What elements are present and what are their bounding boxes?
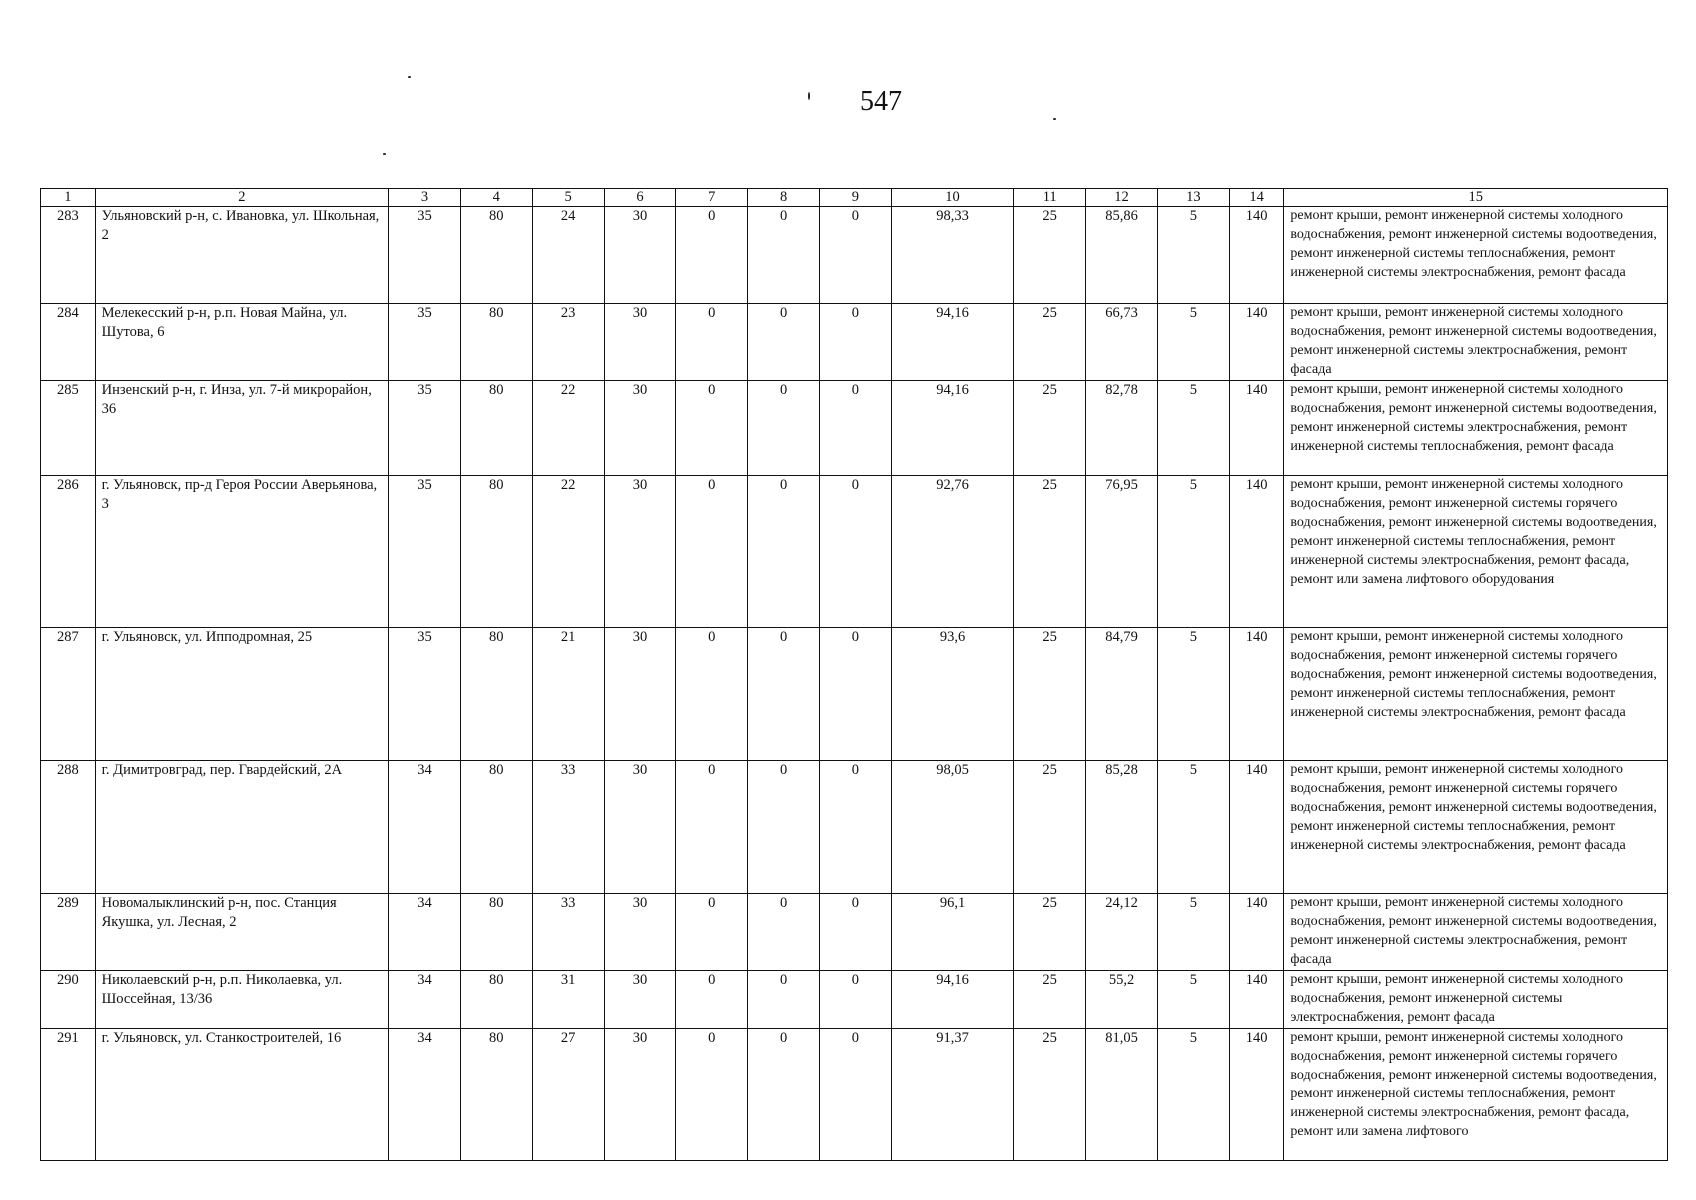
column-header-14: 14 bbox=[1229, 189, 1284, 207]
row-number-cell: 291 bbox=[41, 1028, 96, 1160]
value-cell-3: 35 bbox=[389, 476, 461, 628]
value-cell-4: 80 bbox=[460, 894, 532, 971]
value-cell-9: 0 bbox=[820, 207, 892, 304]
column-header-3: 3 bbox=[389, 189, 461, 207]
table-row bbox=[41, 761, 1668, 894]
value-cell-14: 140 bbox=[1229, 1028, 1284, 1160]
column-header-9: 9 bbox=[820, 189, 892, 207]
value-cell-11: 25 bbox=[1014, 971, 1086, 1029]
address-cell: г. Ульяновск, пр-д Героя России Аверьянова, 3 bbox=[95, 476, 388, 628]
table-row bbox=[41, 971, 1668, 1029]
table-row bbox=[41, 304, 1668, 381]
value-cell-10: 91,37 bbox=[891, 1028, 1013, 1160]
value-cell-5: 24 bbox=[532, 207, 604, 304]
column-header-6: 6 bbox=[604, 189, 676, 207]
scan-speck bbox=[1053, 118, 1056, 120]
value-cell-10: 92,76 bbox=[891, 476, 1013, 628]
table-row bbox=[41, 381, 1668, 476]
value-cell-5: 21 bbox=[532, 628, 604, 761]
value-cell-12: 76,95 bbox=[1086, 476, 1158, 628]
value-cell-5: 22 bbox=[532, 476, 604, 628]
value-cell-11: 25 bbox=[1014, 761, 1086, 894]
value-cell-10: 98,33 bbox=[891, 207, 1013, 304]
value-cell-3: 35 bbox=[389, 628, 461, 761]
value-cell-6: 30 bbox=[604, 304, 676, 381]
value-cell-12: 82,78 bbox=[1086, 381, 1158, 476]
address-cell: г. Димитровград, пер. Гвардейский, 2А bbox=[95, 761, 388, 894]
value-cell-9: 0 bbox=[820, 476, 892, 628]
value-cell-7: 0 bbox=[676, 304, 748, 381]
scan-speck bbox=[383, 153, 386, 155]
row-number-cell: 283 bbox=[41, 207, 96, 304]
address-cell: Инзенский р-н, г. Инза, ул. 7-й микрорайон, 36 bbox=[95, 381, 388, 476]
row-number-cell: 287 bbox=[41, 628, 96, 761]
value-cell-8: 0 bbox=[748, 207, 820, 304]
row-number-cell: 289 bbox=[41, 894, 96, 971]
column-header-5: 5 bbox=[532, 189, 604, 207]
value-cell-13: 5 bbox=[1157, 304, 1229, 381]
value-cell-4: 80 bbox=[460, 304, 532, 381]
value-cell-8: 0 bbox=[748, 761, 820, 894]
value-cell-12: 55,2 bbox=[1086, 971, 1158, 1029]
value-cell-14: 140 bbox=[1229, 476, 1284, 628]
value-cell-7: 0 bbox=[676, 894, 748, 971]
row-number-cell: 290 bbox=[41, 971, 96, 1029]
value-cell-6: 30 bbox=[604, 1028, 676, 1160]
value-cell-11: 25 bbox=[1014, 304, 1086, 381]
value-cell-14: 140 bbox=[1229, 628, 1284, 761]
value-cell-6: 30 bbox=[604, 628, 676, 761]
value-cell-4: 80 bbox=[460, 628, 532, 761]
table-row bbox=[41, 628, 1668, 761]
value-cell-12: 66,73 bbox=[1086, 304, 1158, 381]
value-cell-11: 25 bbox=[1014, 1028, 1086, 1160]
works-cell: ремонт крыши, ремонт инженерной системы холодного водоснабжения, ремонт инженерной системы водоотведения, ремонт инженерной системы электроснабжения, ремонт фасада bbox=[1284, 304, 1668, 381]
works-cell: ремонт крыши, ремонт инженерной системы холодного водоснабжения, ремонт инженерной системы водоотведения, ремонт инженерной системы электроснабжения, ремонт инженерной системы теплоснабжения, ремонт фасада bbox=[1284, 381, 1668, 476]
value-cell-7: 0 bbox=[676, 1028, 748, 1160]
row-number-cell: 288 bbox=[41, 761, 96, 894]
value-cell-10: 96,1 bbox=[891, 894, 1013, 971]
works-cell: ремонт крыши, ремонт инженерной системы холодного водоснабжения, ремонт инженерной системы водоотведения, ремонт инженерной системы теплоснабжения, ремонт инженерной системы электроснабжения, ремонт фасада bbox=[1284, 207, 1668, 304]
address-cell: Ульяновский р-н, с. Ивановка, ул. Школьная, 2 bbox=[95, 207, 388, 304]
column-header-2: 2 bbox=[95, 189, 388, 207]
value-cell-5: 23 bbox=[532, 304, 604, 381]
value-cell-14: 140 bbox=[1229, 894, 1284, 971]
value-cell-9: 0 bbox=[820, 1028, 892, 1160]
value-cell-10: 98,05 bbox=[891, 761, 1013, 894]
value-cell-7: 0 bbox=[676, 628, 748, 761]
value-cell-13: 5 bbox=[1157, 476, 1229, 628]
value-cell-3: 34 bbox=[389, 1028, 461, 1160]
address-cell: г. Ульяновск, ул. Станкостроителей, 16 bbox=[95, 1028, 388, 1160]
value-cell-6: 30 bbox=[604, 761, 676, 894]
value-cell-4: 80 bbox=[460, 476, 532, 628]
value-cell-6: 30 bbox=[604, 381, 676, 476]
value-cell-13: 5 bbox=[1157, 628, 1229, 761]
value-cell-9: 0 bbox=[820, 381, 892, 476]
value-cell-8: 0 bbox=[748, 1028, 820, 1160]
value-cell-3: 34 bbox=[389, 894, 461, 971]
value-cell-5: 31 bbox=[532, 971, 604, 1029]
value-cell-14: 140 bbox=[1229, 971, 1284, 1029]
value-cell-8: 0 bbox=[748, 628, 820, 761]
value-cell-8: 0 bbox=[748, 894, 820, 971]
address-cell: г. Ульяновск, ул. Ипподромная, 25 bbox=[95, 628, 388, 761]
column-header-1: 1 bbox=[41, 189, 96, 207]
value-cell-8: 0 bbox=[748, 304, 820, 381]
value-cell-4: 80 bbox=[460, 381, 532, 476]
value-cell-6: 30 bbox=[604, 207, 676, 304]
value-cell-12: 84,79 bbox=[1086, 628, 1158, 761]
value-cell-13: 5 bbox=[1157, 971, 1229, 1029]
value-cell-12: 81,05 bbox=[1086, 1028, 1158, 1160]
value-cell-11: 25 bbox=[1014, 894, 1086, 971]
column-header-8: 8 bbox=[748, 189, 820, 207]
value-cell-7: 0 bbox=[676, 381, 748, 476]
column-header-15: 15 bbox=[1284, 189, 1668, 207]
value-cell-14: 140 bbox=[1229, 761, 1284, 894]
value-cell-13: 5 bbox=[1157, 1028, 1229, 1160]
value-cell-4: 80 bbox=[460, 1028, 532, 1160]
address-cell: Новомалыклинский р-н, пос. Станция Якушка, ул. Лесная, 2 bbox=[95, 894, 388, 971]
table-row bbox=[41, 476, 1668, 628]
value-cell-11: 25 bbox=[1014, 628, 1086, 761]
value-cell-10: 94,16 bbox=[891, 381, 1013, 476]
row-number-cell: 285 bbox=[41, 381, 96, 476]
column-header-12: 12 bbox=[1086, 189, 1158, 207]
value-cell-4: 80 bbox=[460, 207, 532, 304]
works-cell: ремонт крыши, ремонт инженерной системы холодного водоснабжения, ремонт инженерной системы электроснабжения, ремонт фасада bbox=[1284, 971, 1668, 1029]
works-cell: ремонт крыши, ремонт инженерной системы холодного водоснабжения, ремонт инженерной системы горячего водоснабжения, ремонт инженерной системы водоотведения, ремонт инженерной системы теплоснабжения, ремонт инженерной системы электроснабжения, ремонт фасада, ремонт или замена лифтового оборудования bbox=[1284, 476, 1668, 628]
value-cell-10: 94,16 bbox=[891, 971, 1013, 1029]
works-cell: ремонт крыши, ремонт инженерной системы холодного водоснабжения, ремонт инженерной системы горячего водоснабжения, ремонт инженерной системы водоотведения, ремонт инженерной системы теплоснабжения, ремонт инженерной системы электроснабжения, ремонт фасада bbox=[1284, 628, 1668, 761]
header-row bbox=[41, 189, 1668, 207]
column-header-7: 7 bbox=[676, 189, 748, 207]
value-cell-3: 35 bbox=[389, 304, 461, 381]
works-cell: ремонт крыши, ремонт инженерной системы холодного водоснабжения, ремонт инженерной системы горячего водоснабжения, ремонт инженерной системы водоотведения, ремонт инженерной системы теплоснабжения, ремонт инженерной системы электроснабжения, ремонт фасада, ремонт или замена лифтового bbox=[1284, 1028, 1668, 1160]
value-cell-3: 35 bbox=[389, 381, 461, 476]
row-number-cell: 284 bbox=[41, 304, 96, 381]
page-number: 547 bbox=[860, 86, 902, 117]
value-cell-13: 5 bbox=[1157, 761, 1229, 894]
value-cell-8: 0 bbox=[748, 971, 820, 1029]
column-header-10: 10 bbox=[891, 189, 1013, 207]
value-cell-7: 0 bbox=[676, 761, 748, 894]
table-row bbox=[41, 894, 1668, 971]
value-cell-3: 34 bbox=[389, 761, 461, 894]
value-cell-3: 34 bbox=[389, 971, 461, 1029]
value-cell-13: 5 bbox=[1157, 207, 1229, 304]
value-cell-8: 0 bbox=[748, 476, 820, 628]
scan-speck bbox=[408, 76, 411, 78]
value-cell-9: 0 bbox=[820, 971, 892, 1029]
value-cell-13: 5 bbox=[1157, 894, 1229, 971]
value-cell-12: 24,12 bbox=[1086, 894, 1158, 971]
value-cell-14: 140 bbox=[1229, 207, 1284, 304]
column-header-4: 4 bbox=[460, 189, 532, 207]
works-cell: ремонт крыши, ремонт инженерной системы холодного водоснабжения, ремонт инженерной системы горячего водоснабжения, ремонт инженерной системы водоотведения, ремонт инженерной системы теплоснабжения, ремонт инженерной системы электроснабжения, ремонт фасада bbox=[1284, 761, 1668, 894]
value-cell-7: 0 bbox=[676, 207, 748, 304]
value-cell-4: 80 bbox=[460, 761, 532, 894]
value-cell-13: 5 bbox=[1157, 381, 1229, 476]
scan-speck bbox=[808, 92, 810, 100]
value-cell-14: 140 bbox=[1229, 381, 1284, 476]
value-cell-9: 0 bbox=[820, 894, 892, 971]
table-row bbox=[41, 207, 1668, 304]
value-cell-5: 33 bbox=[532, 761, 604, 894]
value-cell-5: 33 bbox=[532, 894, 604, 971]
value-cell-7: 0 bbox=[676, 971, 748, 1029]
value-cell-5: 22 bbox=[532, 381, 604, 476]
value-cell-12: 85,86 bbox=[1086, 207, 1158, 304]
value-cell-10: 93,6 bbox=[891, 628, 1013, 761]
value-cell-9: 0 bbox=[820, 304, 892, 381]
value-cell-4: 80 bbox=[460, 971, 532, 1029]
value-cell-12: 85,28 bbox=[1086, 761, 1158, 894]
value-cell-6: 30 bbox=[604, 894, 676, 971]
address-cell: Николаевский р-н, р.п. Николаевка, ул. Шоссейная, 13/36 bbox=[95, 971, 388, 1029]
value-cell-14: 140 bbox=[1229, 304, 1284, 381]
table-row bbox=[41, 1028, 1668, 1160]
value-cell-3: 35 bbox=[389, 207, 461, 304]
value-cell-9: 0 bbox=[820, 761, 892, 894]
value-cell-8: 0 bbox=[748, 381, 820, 476]
column-header-11: 11 bbox=[1014, 189, 1086, 207]
value-cell-11: 25 bbox=[1014, 207, 1086, 304]
works-cell: ремонт крыши, ремонт инженерной системы холодного водоснабжения, ремонт инженерной системы водоотведения, ремонт инженерной системы электроснабжения, ремонт фасада bbox=[1284, 894, 1668, 971]
value-cell-10: 94,16 bbox=[891, 304, 1013, 381]
value-cell-9: 0 bbox=[820, 628, 892, 761]
repair-program-table bbox=[40, 188, 1668, 1161]
value-cell-11: 25 bbox=[1014, 381, 1086, 476]
address-cell: Мелекесский р-н, р.п. Новая Майна, ул. Шутова, 6 bbox=[95, 304, 388, 381]
row-number-cell: 286 bbox=[41, 476, 96, 628]
value-cell-6: 30 bbox=[604, 476, 676, 628]
column-header-13: 13 bbox=[1157, 189, 1229, 207]
value-cell-11: 25 bbox=[1014, 476, 1086, 628]
value-cell-6: 30 bbox=[604, 971, 676, 1029]
value-cell-5: 27 bbox=[532, 1028, 604, 1160]
value-cell-7: 0 bbox=[676, 476, 748, 628]
